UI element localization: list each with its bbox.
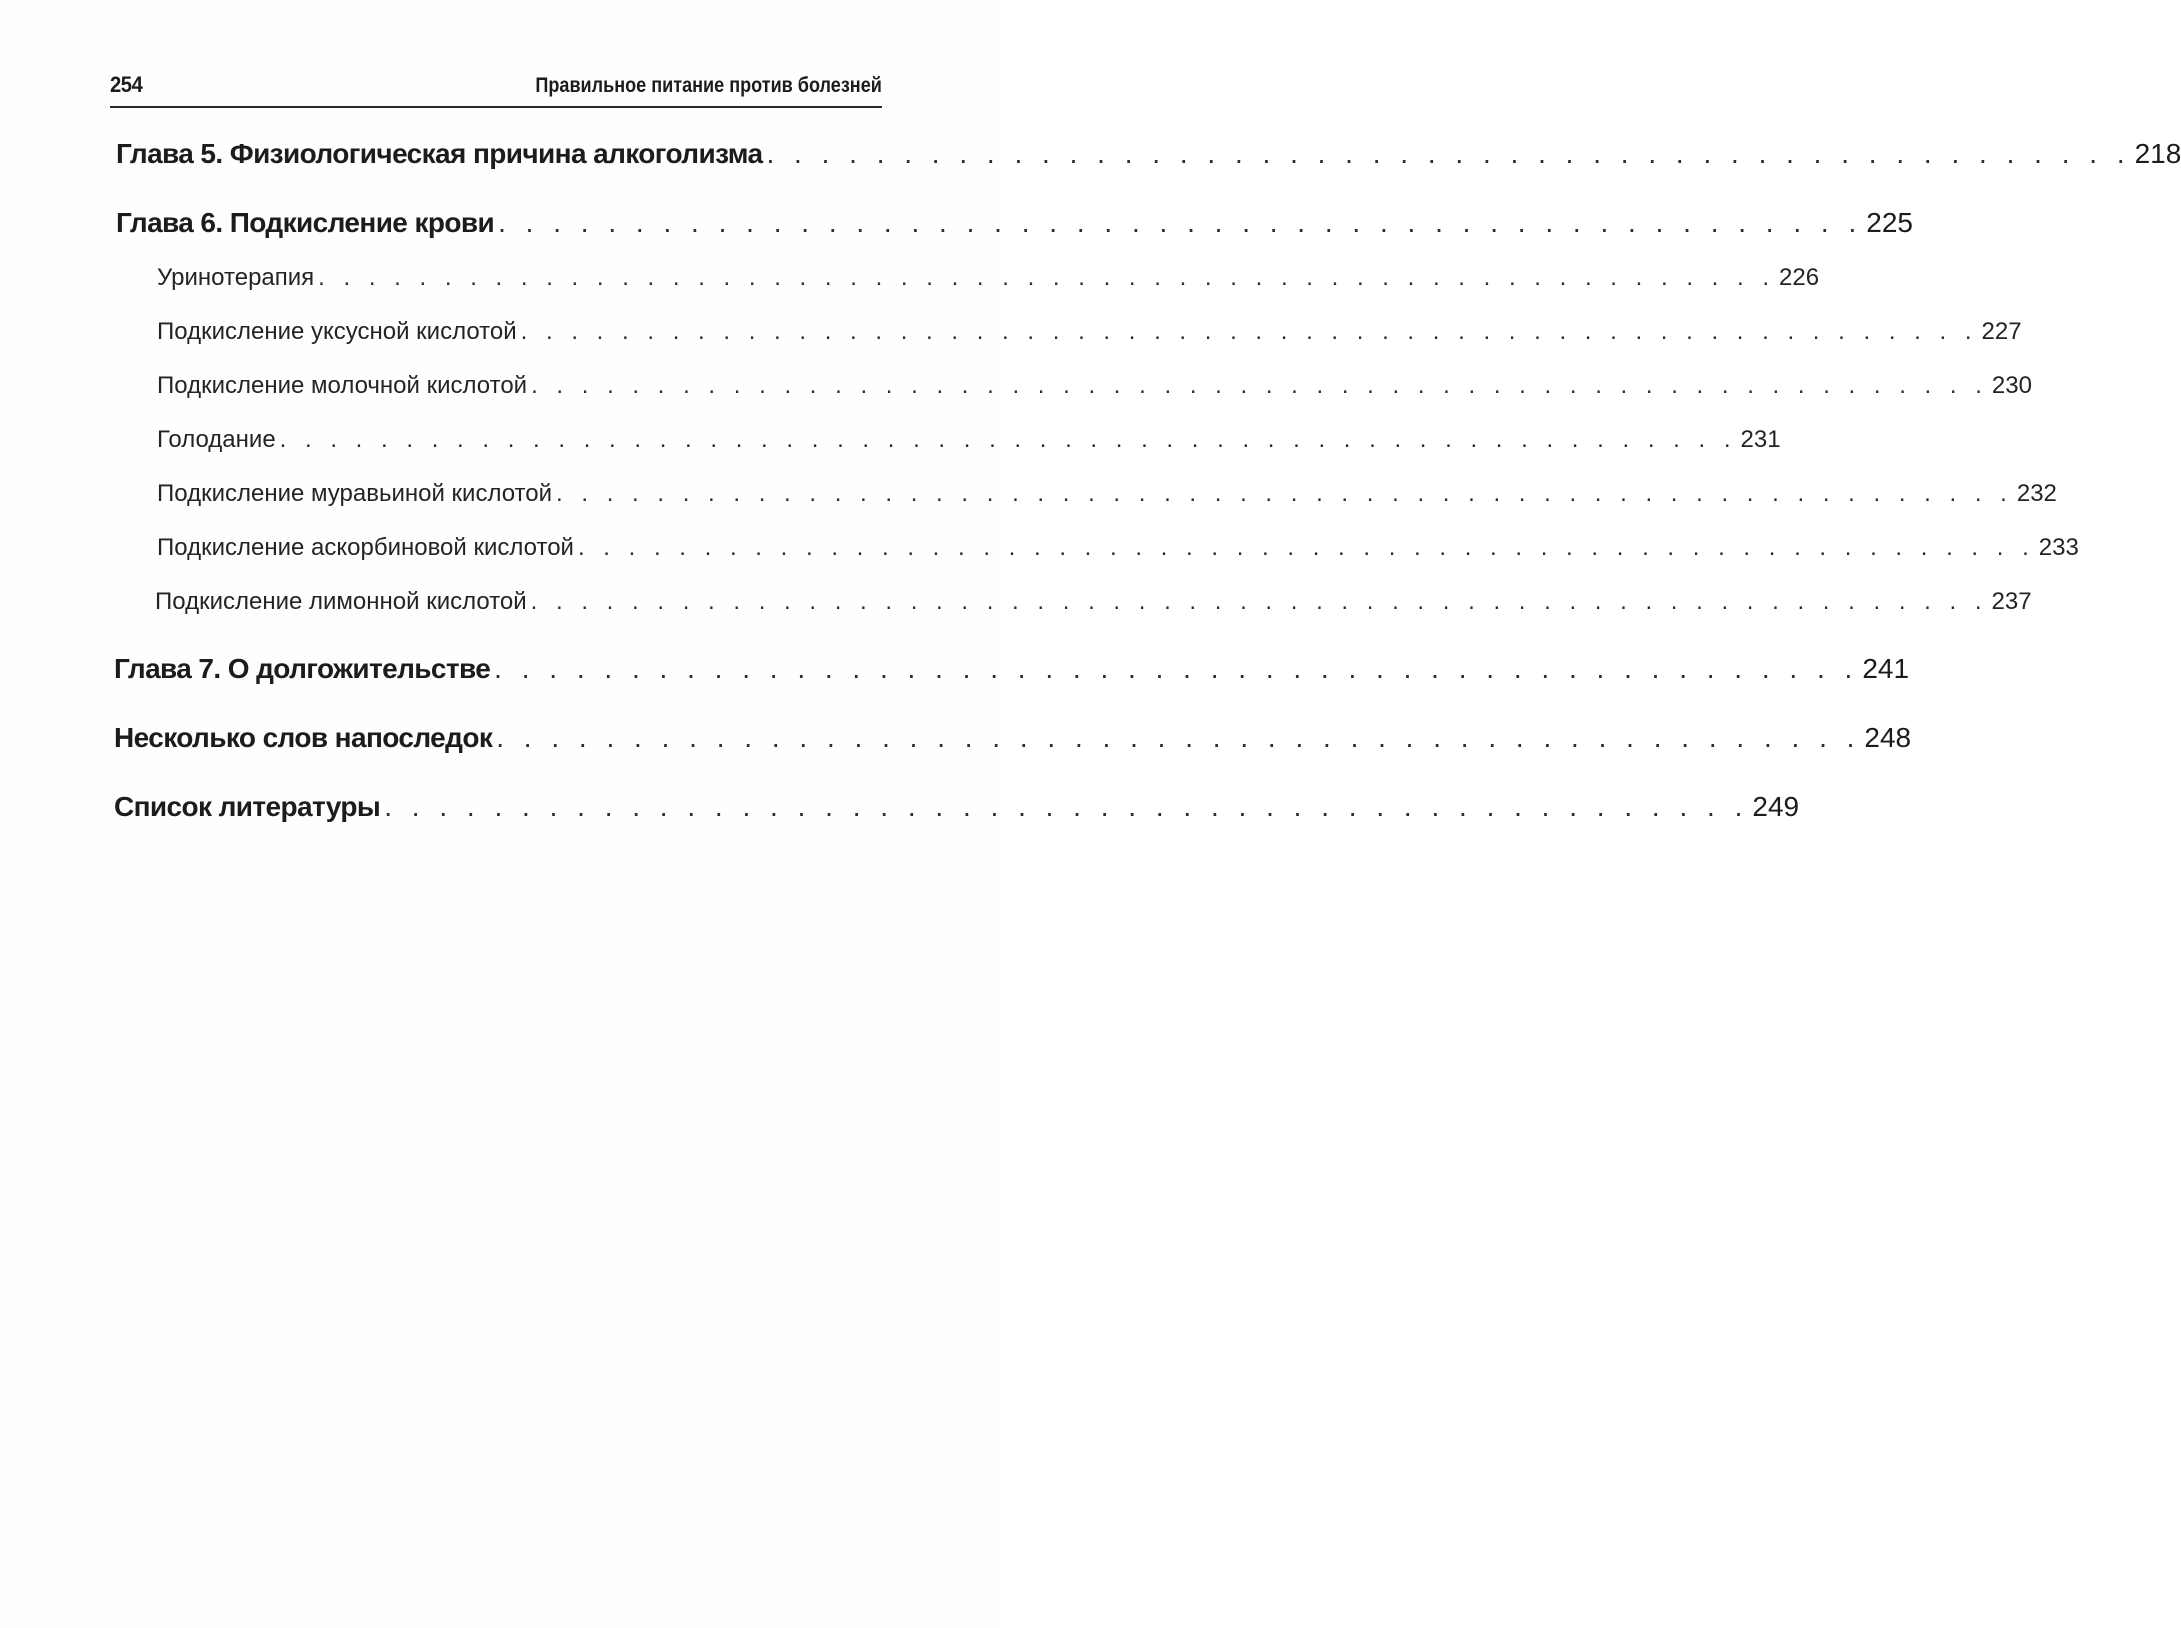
toc-entry-page: 231: [1740, 426, 1781, 453]
toc-entry-label: Голодание: [157, 426, 276, 453]
toc-entry-afterword: [114, 722, 1912, 758]
toc-entry-label: Подкисление молочной кислотой: [157, 372, 528, 399]
toc-entry-chapter-5: [116, 138, 2181, 174]
book-title: Правильное питание против болезней: [535, 74, 882, 97]
toc-entry-label: Список литературы: [114, 791, 381, 822]
toc-entry-bibliography: [114, 791, 1800, 827]
toc-entry-page: 232: [2016, 480, 2057, 507]
dot-leader: . . . . . . . . . . . . . . . . . . . . . . . . . . . . . . . . . . . . . . . . . . . . . . . . . . . . . . . . . .: [531, 372, 1988, 399]
toc-entry-section: [155, 588, 2032, 618]
dot-leader: . . . . . . . . . . . . . . . . . . . . . . . . . . . . . . . . . . . . . . . . . . . . . . . . . . . . . . . . . .: [530, 588, 1988, 615]
toc-entry-page: 226: [1779, 264, 1820, 291]
dot-leader: . . . . . . . . . . . . . . . . . . . . . . . . . . . . . . . . . . . . . . . . . . . . . . . . . .: [384, 791, 1749, 822]
toc-entry-page: 248: [1864, 722, 1912, 753]
toc-entry-section: [157, 264, 1820, 294]
toc-entry-label: Подкисление муравьиной кислотой: [157, 480, 553, 507]
toc-entry-label: Несколько слов напоследок: [114, 722, 493, 753]
dot-leader: . . . . . . . . . . . . . . . . . . . . . . . . . . . . . . . . . . . . . . . . . . . . . . . . . . . . . . . . . .: [520, 318, 1978, 345]
toc-entry-page: 249: [1752, 791, 1800, 822]
toc-entry-page: 225: [1866, 207, 1913, 238]
toc-entry-label: Глава 5. Физиологическая причина алкоголизма: [116, 138, 763, 169]
toc-entry-page: 227: [1981, 318, 2022, 345]
toc-entry-label: Глава 6. Подкисление крови: [116, 207, 495, 238]
dot-leader: . . . . . . . . . . . . . . . . . . . . . . . . . . . . . . . . . . . . . . . . . . . . . . . . . . . . . . . . . .: [577, 534, 2035, 561]
dot-leader: . . . . . . . . . . . . . . . . . . . . . . . . . . . . . . . . . . . . . . . . . . . . . . . . . .: [498, 207, 1863, 238]
toc-entry-page: 233: [2038, 534, 2079, 561]
toc-entry-label: Глава 7. О долгожительстве: [114, 653, 491, 684]
toc-entry-page: 230: [1991, 372, 2032, 399]
dot-leader: . . . . . . . . . . . . . . . . . . . . . . . . . . . . . . . . . . . . . . . . . . . . . . . . . .: [494, 653, 1859, 684]
running-head: [110, 66, 882, 108]
toc-entry-page: 241: [1862, 653, 1910, 684]
dot-leader: . . . . . . . . . . . . . . . . . . . . . . . . . . . . . . . . . . . . . . . . . . . . . . . . . .: [496, 722, 1861, 753]
dot-leader: . . . . . . . . . . . . . . . . . . . . . . . . . . . . . . . . . . . . . . . . . . . . . . . . . . . . . . . . . .: [318, 264, 1775, 291]
dot-leader: . . . . . . . . . . . . . . . . . . . . . . . . . . . . . . . . . . . . . . . . . . . . . . . . . . . . . . . . . .: [556, 480, 2013, 507]
toc-entry-label: Подкисление аскорбиновой кислотой: [157, 534, 574, 561]
toc-entry-chapter-7: [114, 653, 1910, 689]
toc-entry-page: 237: [1991, 588, 2032, 615]
toc-entry-label: Подкисление лимонной кислотой: [155, 588, 527, 615]
toc-entry-section: [157, 372, 2032, 402]
page-number: 254: [110, 72, 143, 97]
toc-entry-section: [157, 426, 1781, 456]
dot-leader: . . . . . . . . . . . . . . . . . . . . . . . . . . . . . . . . . . . . . . . . . . . . . . . . . . . . . . . . . .: [279, 426, 1737, 453]
toc-entry-label: Уринотерапия: [157, 264, 315, 291]
dot-leader: . . . . . . . . . . . . . . . . . . . . . . . . . . . . . . . . . . . . . . . . . . . . . . . . . .: [766, 138, 2131, 169]
toc-entry-chapter-6: [116, 207, 1913, 243]
toc-entry-section: [157, 318, 2022, 348]
toc-entry-page: 218: [2134, 138, 2181, 169]
toc-entry-section: [157, 534, 2079, 564]
toc-entry-label: Подкисление уксусной кислотой: [157, 318, 517, 345]
toc-entry-section: [157, 480, 2057, 510]
